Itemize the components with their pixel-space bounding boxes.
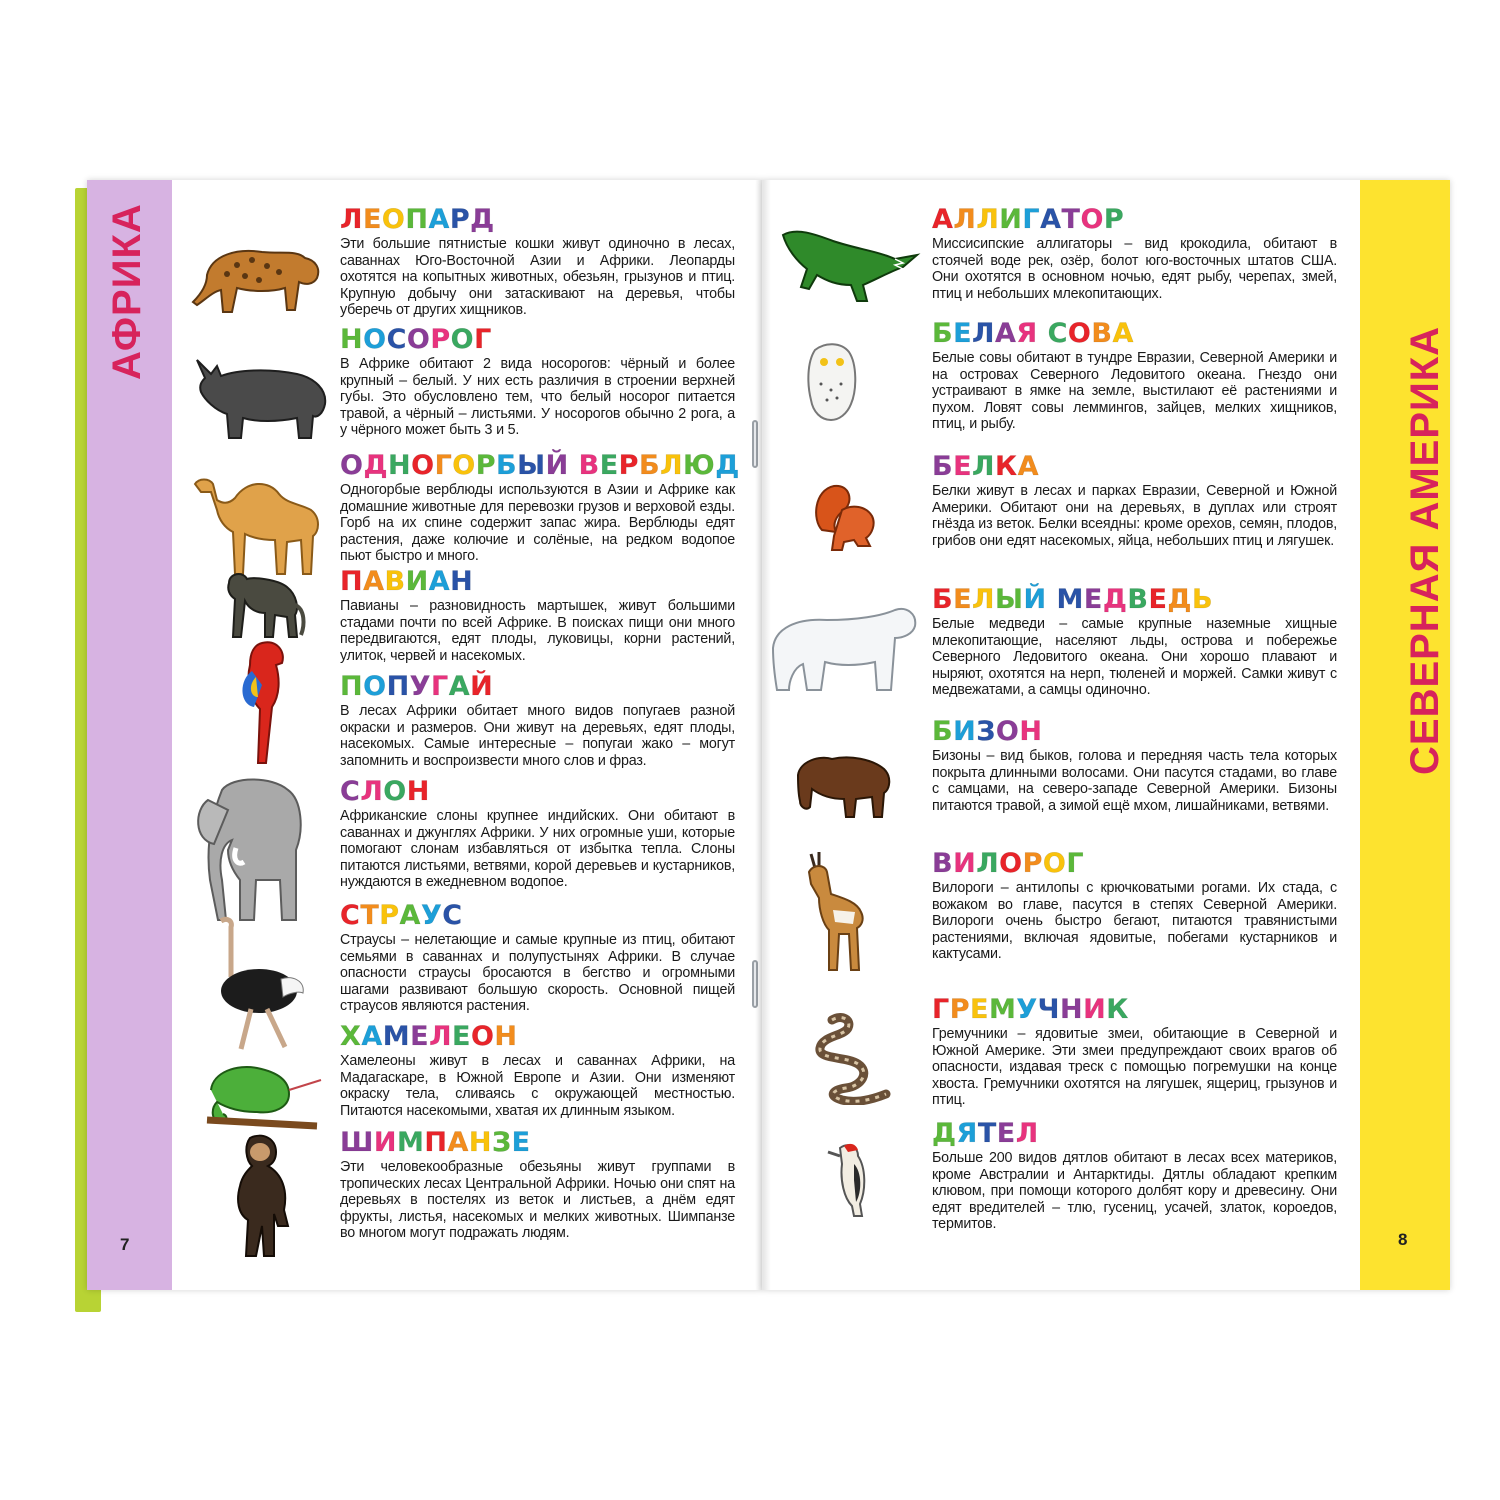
entry-title: НОСОРОГ	[340, 324, 492, 355]
bison-icon	[790, 745, 895, 825]
entry-title: СЛОН	[340, 776, 430, 807]
entry-text: В Африке обитают 2 вида носорогов: чёрный и более крупный – белый. У них есть различия в строении верхней губы. Это обусловлено тем, что белый носорог питается травой, а чёрный – листьями. У носорогов обычно 2 рога, а у чёрного может быть 3 и 5.	[340, 356, 735, 438]
entry-text: Вилороги – антилопы с крючковатыми рогами. Их стада, с вожаком во главе, пасутся в степях Северной Америки. Вилороги очень быстро бегают, питаются травянистыми растениями, включая ядовитые, побегами кустарников и кактусами.	[932, 880, 1337, 962]
entry-woodpecker	[932, 1120, 1337, 1233]
entry-text: Миссисипские аллигаторы – вид крокодила, обитают в стоячей воде рек, озёр, болот юго-восточных штатов США. Они охотятся в основном ночью, едят рыбу, черепах, змей, птиц и небольших млекопитающих.	[932, 236, 1337, 302]
entry-alligator	[932, 206, 1337, 302]
open-book	[75, 180, 1450, 1310]
entry-text: Белые совы обитают в тундре Евразии, Северной Америки и на островах Северного Ледовитого океана. Гнездо они устраивают в ямке на земле, выстилают её растениями и пухом. Ловят совы леммингов, зайцев, мелких хищников, птиц, и рыбу.	[932, 350, 1337, 432]
leopard-icon	[187, 230, 327, 320]
right-page-number: 8	[1398, 1230, 1408, 1249]
entry-title: ХАМЕЛЕОН	[340, 1021, 518, 1052]
entry-text: В лесах Африки обитает много видов попугаев разной окраски и размеров. Они живут на деревьях, едят плоды, насекомых. Самые интересные – попугаи жако – могут запомнить и воспроизвести много слов и фраз.	[340, 703, 735, 769]
entry-text: Хамелеоны живут в лесах и саваннах Африки, на Мадагаскаре, в Южной Европе и Азии. Они изменяют окраску тела, сливаясь с окружающей местностью. Питаются насекомыми, хватая их длинным языком.	[340, 1053, 735, 1119]
entry-title: БИЗОН	[932, 716, 1043, 747]
entry-title: БЕЛАЯ СОВА	[932, 318, 1134, 349]
entry-parrot	[340, 673, 735, 769]
entry-text: Одногорбые верблюды используются в Азии и Африке как домашние животные для перевозки грузов и верховой езды. Горб на их спине содержит запас жира. Верблюды едят растения, даже колючие и солёные, на редком водопое пьют быстро и много.	[340, 482, 735, 564]
entry-bison	[932, 718, 1337, 814]
chimpanzee-icon	[222, 1130, 302, 1265]
book-gutter	[755, 180, 771, 1290]
alligator-icon	[777, 215, 922, 305]
entry-title: ПОПУГАЙ	[340, 671, 494, 702]
entry-title: ШИМПАНЗЕ	[340, 1127, 531, 1158]
entry-pronghorn	[932, 850, 1337, 963]
entry-text: Бизоны – вид быков, голова и передняя часть тела которых покрыта длинными волосами. Они пасутся стадами, во главе с самцами, на северо-западе Северной Америки. Бизоны питаются травой, а зимой ещё мхом, лишайниками, ветвями.	[932, 748, 1337, 814]
elephant-icon	[192, 770, 312, 930]
snowy-owl-icon	[797, 340, 867, 425]
left-page-number: 7	[120, 1235, 130, 1254]
entry-title: ЛЕОПАРД	[340, 204, 495, 235]
entry-text: Эти человекообразные обезьяны живут группами в тропических лесах Центральной Африки. Ночью они спят на деревьях в постелях из веток и листьев, а днём едят фрукты, листья, насекомых и мелких животных. Шимпанзе во многом могут подражать людям.	[340, 1159, 735, 1241]
rhino-icon	[187, 348, 337, 443]
entry-rattlesnake	[932, 996, 1337, 1109]
ostrich-icon	[207, 915, 307, 1055]
chameleon-icon	[197, 1050, 327, 1140]
entry-polar-bear	[932, 586, 1337, 699]
entry-chameleon	[340, 1023, 735, 1119]
baboon-icon	[217, 565, 307, 645]
entry-title: ПАВИАН	[340, 566, 474, 597]
rattlesnake-icon	[802, 1010, 892, 1105]
entry-chimpanzee	[340, 1129, 735, 1242]
entry-title: СТРАУС	[340, 900, 463, 931]
entry-baboon	[340, 568, 735, 664]
entry-title: БЕЛЫЙ МЕДВЕДЬ	[932, 584, 1214, 615]
left-page	[87, 180, 762, 1290]
entry-text: Гремучники – ядовитые змеи, обитающие в Северной и Южной Америке. Эти змеи предупреждают своих врагов об опасности, издавая треск с помощью погремушки на конце хвоста. Гремучники охотятся на лягушек, ящериц, грызунов и птиц.	[932, 1026, 1337, 1108]
left-region-band	[87, 180, 172, 1290]
entry-title: БЕЛКА	[932, 451, 1039, 482]
entry-text: Больше 200 видов дятлов обитают в лесах всех материков, кроме Австралии и Антарктиды. Дятлы обладают крепким клювом, при помощи которого долбят кору и древесину. Они едят вредителей – тлю, гусениц, усачей, златок, короедов, термитов.	[932, 1150, 1337, 1232]
entry-leopard	[340, 206, 735, 319]
right-page	[762, 180, 1450, 1290]
entry-camel	[340, 450, 740, 565]
entry-text: Белки живут в лесах и парках Евразии, Северной и Южной Америки. Обитают они на деревьях, в дуплах или строят гнёзда из веток. Белки всеядны: кроме орехов, семян, плодов, грибов они едят насекомых, яйца, небольших птиц и лягушек.	[932, 483, 1337, 549]
entry-title: ОДНОГОРБЫЙ ВЕРБЛЮД	[340, 450, 740, 481]
right-region-band	[1360, 180, 1450, 1290]
entry-text: Африканские слоны крупнее индийских. Они обитают в саваннах и джунглях Африки. У них огромные уши, которые помогают слонам избавляться от избытка тепла. Слоны питаются листьями, ветвями, корой деревьев и кустарников, нуждаются в ежедневном водопое.	[340, 808, 735, 890]
entry-title: ВИЛОРОГ	[932, 848, 1085, 879]
entry-text: Страусы – нелетающие и самые крупные из птиц, обитают семьями в саваннах и полупустынях Африки. В случае опасности страусы бросаются в бегство и огромными шагами развивают большую скорость. Основной пищей страусов являются растения.	[340, 932, 735, 1014]
entry-text: Павианы – разновидность мартышек, живут большими стадами почти по всей Африке. В поисках пищи они много передвигаются, едят плоды, луковицы, корни растений, улиток, червей и насекомых.	[340, 598, 735, 664]
right-region-title: СЕВЕРНАЯ АМЕРИКА	[1403, 325, 1447, 775]
entry-text: Эти большие пятнистые кошки живут одиночно в лесах, саваннах Юго-Восточной Азии и Африки. Леопарды охотятся на копытных животных, обезьян, грызунов и птиц. Крупную добычу они затаскивают на деревья, чтобы уберечь от других хищников.	[340, 236, 735, 318]
camel-icon	[187, 470, 337, 580]
pronghorn-icon	[797, 850, 872, 975]
left-region-title: АФРИКА	[105, 203, 149, 380]
entry-elephant	[340, 778, 735, 891]
woodpecker-icon	[822, 1140, 882, 1220]
entry-snowy-owl	[932, 320, 1337, 433]
entry-squirrel	[932, 453, 1337, 549]
polar-bear-icon	[767, 598, 922, 698]
entry-title: АЛЛИГАТОР	[932, 204, 1125, 235]
entry-ostrich	[340, 902, 735, 1015]
parrot-icon	[232, 635, 302, 765]
entry-text: Белые медведи – самые крупные наземные хищные млекопитающие, населяют льды, острова и побережье Северного Ледовитого океана. Они хорошо плавают и ныряют, охотятся на нерп, тюленей и моржей. Самки живут с медвежатами, а самцы одиночно.	[932, 616, 1337, 698]
squirrel-icon	[792, 480, 882, 555]
entry-rhino	[340, 326, 735, 439]
entry-title: ДЯТЕЛ	[932, 1118, 1039, 1149]
entry-title: ГРЕМУЧНИК	[932, 994, 1129, 1025]
